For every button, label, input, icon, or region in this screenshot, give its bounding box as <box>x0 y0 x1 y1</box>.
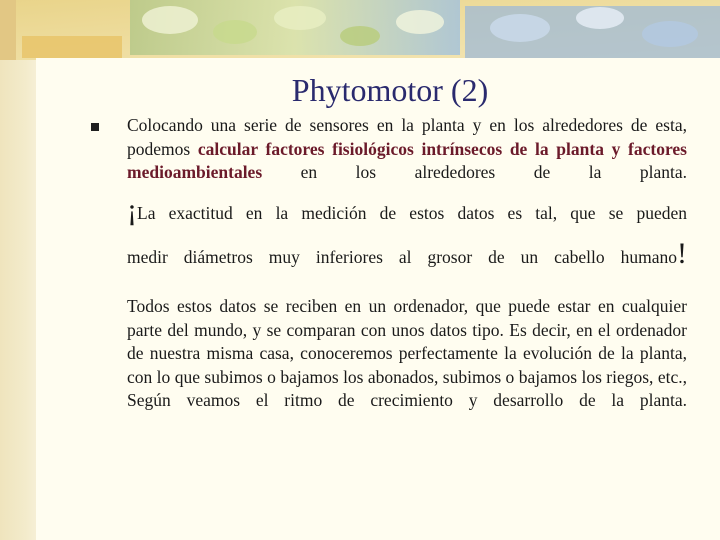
bullet-square-icon <box>91 123 99 131</box>
highlight-physiological-factors: calcular factores fisiológicos intrínsecos de la planta y factores medioambientales <box>127 138 687 182</box>
precision-line2-text: medir diámetros muy inferiores al grosor de un cabello humano <box>127 247 677 267</box>
paragraph-precision-line1 <box>127 193 687 226</box>
precision-line1-text: La exactitud en la medición de estos datos es tal, que se pueden <box>137 203 687 223</box>
paragraph-precision-line2 <box>127 237 687 270</box>
paragraph-sensors <box>127 114 687 185</box>
slide-title: Phytomotor (2) <box>291 72 489 108</box>
paragraph-data-computer: Todos estos datos se reciben en un ordenador, que puede estar en cualquier parte del mundo, y se comparan con unos datos tipo. Es decir, en el ordenador de nuestra misma casa, conoceremos perfectamente la evolución de la planta, con lo que subimos o bajamos los abonados, subimos o bajamos los riegos, etc., Según veamos el ritmo de crecimiento y desarrollo de la planta. <box>127 296 687 410</box>
paragraph-sensors-outro: en los alrededores de la planta. <box>262 162 687 182</box>
exclamation-mark: ! <box>677 237 687 270</box>
paragraph-sensors-intro: Colocando una serie de sensores en la planta y en los alrededores de esta, podemos <box>127 115 687 159</box>
inverted-exclamation-mark: ¡ <box>127 193 137 226</box>
